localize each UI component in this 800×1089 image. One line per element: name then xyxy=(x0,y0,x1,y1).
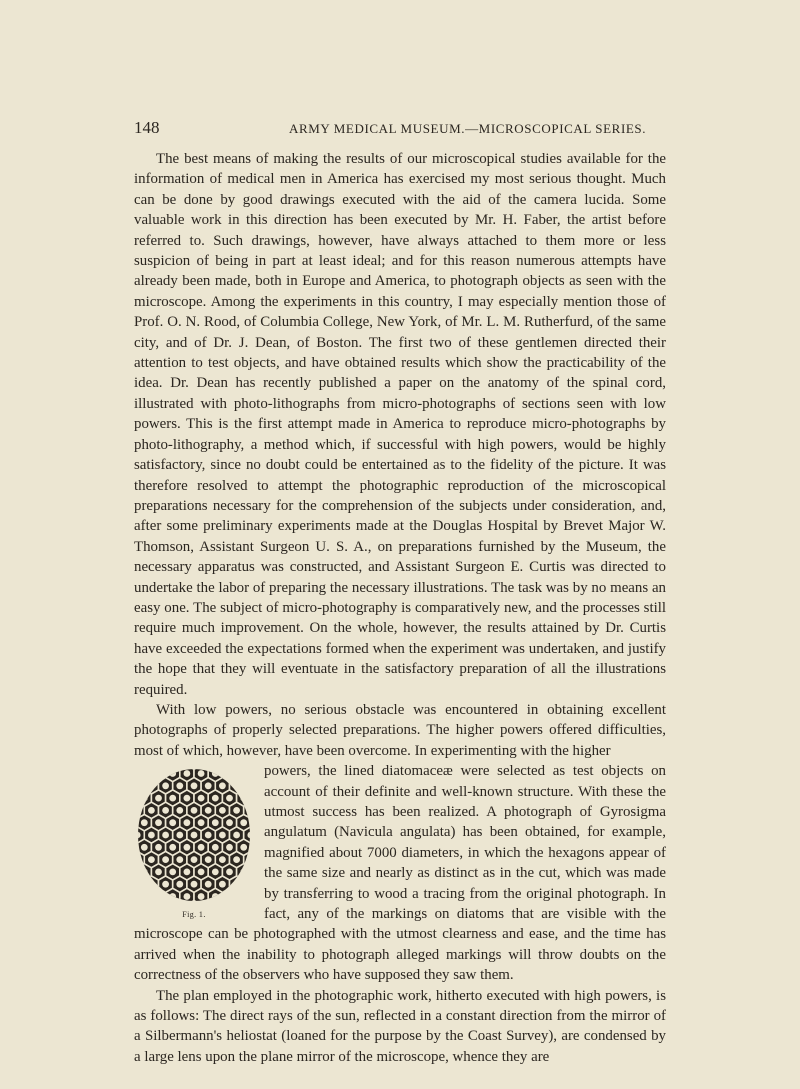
hexagon-center xyxy=(247,856,254,863)
hexagon-center xyxy=(233,783,240,790)
hexagon-cell xyxy=(134,790,137,806)
hexagon-center xyxy=(191,881,198,888)
hexagon-center xyxy=(141,893,148,900)
page-number: 148 xyxy=(134,118,160,137)
paragraph: The best means of making the results of our microscopical studies available for the information of medical men in America has exercised my most serious thought. Much can be done by good drawings executed with the aid of the camera lucida. Some valuable work in this direction has been executed by Mr. H. Faber, the artist before referred to. Such drawings, however, have always attached to them more or less suspicion of being in part at least ideal; and for this reason numerous attempts have already been made, both in Europe and America, to photograph objects as seen with the microscope. Among the experiments in this country, I may especially mention those of Prof. O. N. Rood, of Columbia College, New York, of Mr. L. M. Rutherfurd, of the same city, and of Dr. J. Dean, of Boston. The first two of these gentlemen directed their attention to test objects, and have obtained results which show the practicability of the idea. Dr. Dean has recently published a paper on the anatomy of the spinal cord, illustrated with photo-lithographs from micro-photographs of sections seen with low powers. This is the first attempt made in America to reproduce micro-photographs by photo-lithography, a method which, if successful with high powers, would be highly satisfactory, since no doubt could be entertained as to the fidelity of the picture. It was therefore resolved to attempt the photographic reproduction of the microscopical preparations necessary for the comprehension of the subjects under consideration, and, after some preliminary experiments made at the Douglas Hospital by Brevet Major W. Thomson, Assistant Surgeon U. S. A., on preparations furnished by the Museum, the necessary apparatus was constructed, and Assistant Surgeon E. Curtis was directed to undertake the labor of preparing the necessary illustrations. The task was by no means an easy one. The subject of micro-photography is comparatively new, and the processes still require much improvement. On the whole, however, the results attained by Dr. Curtis have exceeded the expectations formed when the experiment was undertaken, and justify the hope that they will eventuate in the satisfactory preparation of all the illustrations required. xyxy=(134,151,666,698)
hexagon-center xyxy=(226,893,233,900)
hexagon-center xyxy=(141,819,148,826)
hexagon-center xyxy=(205,783,212,790)
diatom-hexagon-pattern-icon xyxy=(134,765,254,905)
page-header xyxy=(134,118,674,138)
hexagon-center xyxy=(169,795,176,802)
hexagon-center xyxy=(226,869,233,876)
hexagon-center xyxy=(155,869,162,876)
hexagon-center xyxy=(148,783,155,790)
hexagon-center xyxy=(240,893,247,900)
hexagon-cell xyxy=(251,888,254,904)
hexagon-cell xyxy=(134,888,137,904)
hexagon-center xyxy=(155,819,162,826)
hexagon-cell xyxy=(134,765,137,781)
hexagon-cell xyxy=(251,790,254,806)
hexagon-cell xyxy=(244,765,254,769)
hexagon-cell xyxy=(237,864,251,880)
hexagon-center xyxy=(233,856,240,863)
hexagon-cell xyxy=(251,815,254,831)
hexagon-cell xyxy=(159,765,173,769)
hexagon-center xyxy=(240,770,247,777)
hexagon-center xyxy=(184,795,191,802)
hexagon-cell xyxy=(173,765,187,769)
hexagon-center xyxy=(233,807,240,814)
paragraph-continuation: powers, the lined diatomaceæ were selected as test objects on account of their definite and well-known structure. With these the utmost success has been realized. A photograph of Gyrosigma angulatum (Navicula angulata) has been obtained, for example, magnified about 7000 diameters, in which the hexagons appear of the same size and nearly as distinct as in the cut, which was made by transferring to wood a tracing from the original photograph. In fact, any of the markings on diatoms that are visible with the microscope can be photographed with the utmost clearness and ease, and the time has arrived when the inability to photograph alleged markings will throw doubts on the correctness of the observers who have supposed they saw them. xyxy=(134,763,666,984)
hexagon-center xyxy=(212,844,219,851)
hexagon-center xyxy=(212,819,219,826)
hexagon-center xyxy=(176,856,183,863)
hexagon-center xyxy=(240,844,247,851)
hexagon-center xyxy=(155,893,162,900)
hexagon-center xyxy=(219,881,226,888)
hexagon-center xyxy=(184,770,191,777)
hexagon-center xyxy=(155,770,162,777)
hexagon-center xyxy=(226,819,233,826)
hexagon-center xyxy=(205,832,212,839)
hexagon-cell xyxy=(137,864,151,880)
hexagon-center xyxy=(219,832,226,839)
hexagon-cell xyxy=(144,876,158,892)
hexagon-center xyxy=(134,807,141,814)
hexagon-center xyxy=(169,770,176,777)
hexagon-center xyxy=(184,819,191,826)
hexagon-center xyxy=(205,807,212,814)
hexagon-center xyxy=(184,844,191,851)
hexagon-center xyxy=(134,783,141,790)
hexagon-cell xyxy=(230,765,244,769)
running-title: ARMY MEDICAL MUSEUM.—MICROSCOPICAL SERIES. xyxy=(289,121,647,136)
hexagon-cell xyxy=(237,888,251,904)
hexagon-center xyxy=(141,844,148,851)
hexagon-center xyxy=(148,807,155,814)
paragraph-lead: With low powers, no serious obstacle was encountered in obtaining excellent photographs of properly selected preparations. The higher powers offered difficulties, most of which, however, have been overcome. In experimenting with the higher xyxy=(134,701,666,759)
figure-caption: Fig. 1. xyxy=(182,910,206,920)
hexagon-center xyxy=(226,844,233,851)
hexagon-cell xyxy=(222,765,236,781)
hexagon-cell xyxy=(251,864,254,880)
hexagon-center xyxy=(212,770,219,777)
hexagon-cell xyxy=(208,888,222,904)
hexagon-center xyxy=(169,819,176,826)
hexagon-center xyxy=(219,783,226,790)
hexagon-center xyxy=(198,893,205,900)
hexagon-center xyxy=(219,856,226,863)
paragraph: The plan employed in the photographic work, hitherto executed with high powers, is as follows: The direct rays of the sun, reflected in a constant direction from the mirror of a Silbermann's heliostat (loaned for the purpose by the Coast Survey), are condensed by a large lens upon the plane mirror of the microscope, whence they are xyxy=(134,987,666,1065)
figure-1 xyxy=(134,765,254,919)
hexagon-center xyxy=(162,881,169,888)
hexagon-center xyxy=(247,832,254,839)
hexagon-center xyxy=(191,856,198,863)
hexagon-cell xyxy=(251,765,254,781)
hexagon-cell xyxy=(230,876,244,892)
hexagon-center xyxy=(247,783,254,790)
hexagon-cell xyxy=(244,778,254,794)
hexagon-cell xyxy=(222,888,236,904)
hexagon-center xyxy=(191,832,198,839)
hexagon-center xyxy=(212,893,219,900)
hexagon-center xyxy=(233,832,240,839)
hexagon-center xyxy=(233,881,240,888)
hexagon-center xyxy=(155,844,162,851)
hexagon-center xyxy=(226,795,233,802)
hexagon-center xyxy=(169,869,176,876)
hexagon-cell xyxy=(251,839,254,855)
paragraph xyxy=(134,700,666,761)
hexagon-cell xyxy=(201,765,215,769)
hexagon-center xyxy=(226,770,233,777)
hexagon-center xyxy=(212,795,219,802)
hexagon-center xyxy=(134,832,141,839)
body-text xyxy=(134,149,666,1067)
hexagon-center xyxy=(240,819,247,826)
hexagon-cell xyxy=(144,765,158,769)
hexagon-cell xyxy=(134,778,144,794)
hexagon-cell xyxy=(134,815,137,831)
hexagon-center xyxy=(198,795,205,802)
hexagon-center xyxy=(162,783,169,790)
hexagon-cell xyxy=(187,765,201,769)
hexagon-center xyxy=(176,832,183,839)
hexagon-cell xyxy=(166,888,180,904)
hexagon-center xyxy=(240,869,247,876)
hexagon-center xyxy=(198,844,205,851)
hexagon-center xyxy=(191,807,198,814)
hexagon-center xyxy=(148,856,155,863)
hexagon-cell xyxy=(151,765,165,781)
hexagon-cell xyxy=(151,888,165,904)
hexagon-center xyxy=(148,832,155,839)
hexagon-center xyxy=(212,869,219,876)
hexagon-center xyxy=(134,881,141,888)
hexagon-center xyxy=(169,844,176,851)
hexagon-center xyxy=(205,881,212,888)
hexagon-cell xyxy=(134,876,144,892)
hexagon-center xyxy=(176,807,183,814)
hexagon-cell xyxy=(134,839,137,855)
hexagon-cell xyxy=(215,765,229,769)
hexagon-cell xyxy=(134,852,144,868)
hexagon-cell xyxy=(237,765,251,781)
hexagon-center xyxy=(134,856,141,863)
hexagon-cell xyxy=(134,765,144,769)
hexagon-center xyxy=(205,856,212,863)
hexagon-center xyxy=(162,856,169,863)
hexagon-center xyxy=(176,783,183,790)
hexagon-center xyxy=(198,770,205,777)
hexagon-cell xyxy=(137,765,151,781)
hexagon-center xyxy=(198,869,205,876)
hexagon-center xyxy=(148,881,155,888)
hexagon-cell xyxy=(137,888,151,904)
hexagon-center xyxy=(247,881,254,888)
hexagon-center xyxy=(247,807,254,814)
hexagon-cell xyxy=(244,852,254,868)
hexagon-cell xyxy=(244,876,254,892)
hexagon-center xyxy=(191,783,198,790)
hexagon-center xyxy=(240,795,247,802)
hexagon-center xyxy=(219,807,226,814)
hexagon-cell xyxy=(134,864,137,880)
hexagon-center xyxy=(176,881,183,888)
hexagon-center xyxy=(141,770,148,777)
hexagon-center xyxy=(141,795,148,802)
hexagon-center xyxy=(198,819,205,826)
hexagon-center xyxy=(169,893,176,900)
hexagon-center xyxy=(162,807,169,814)
hexagon-center xyxy=(155,795,162,802)
hexagon-center xyxy=(184,869,191,876)
hexagon-center xyxy=(141,869,148,876)
hexagon-center xyxy=(162,832,169,839)
hexagon-center xyxy=(184,893,191,900)
